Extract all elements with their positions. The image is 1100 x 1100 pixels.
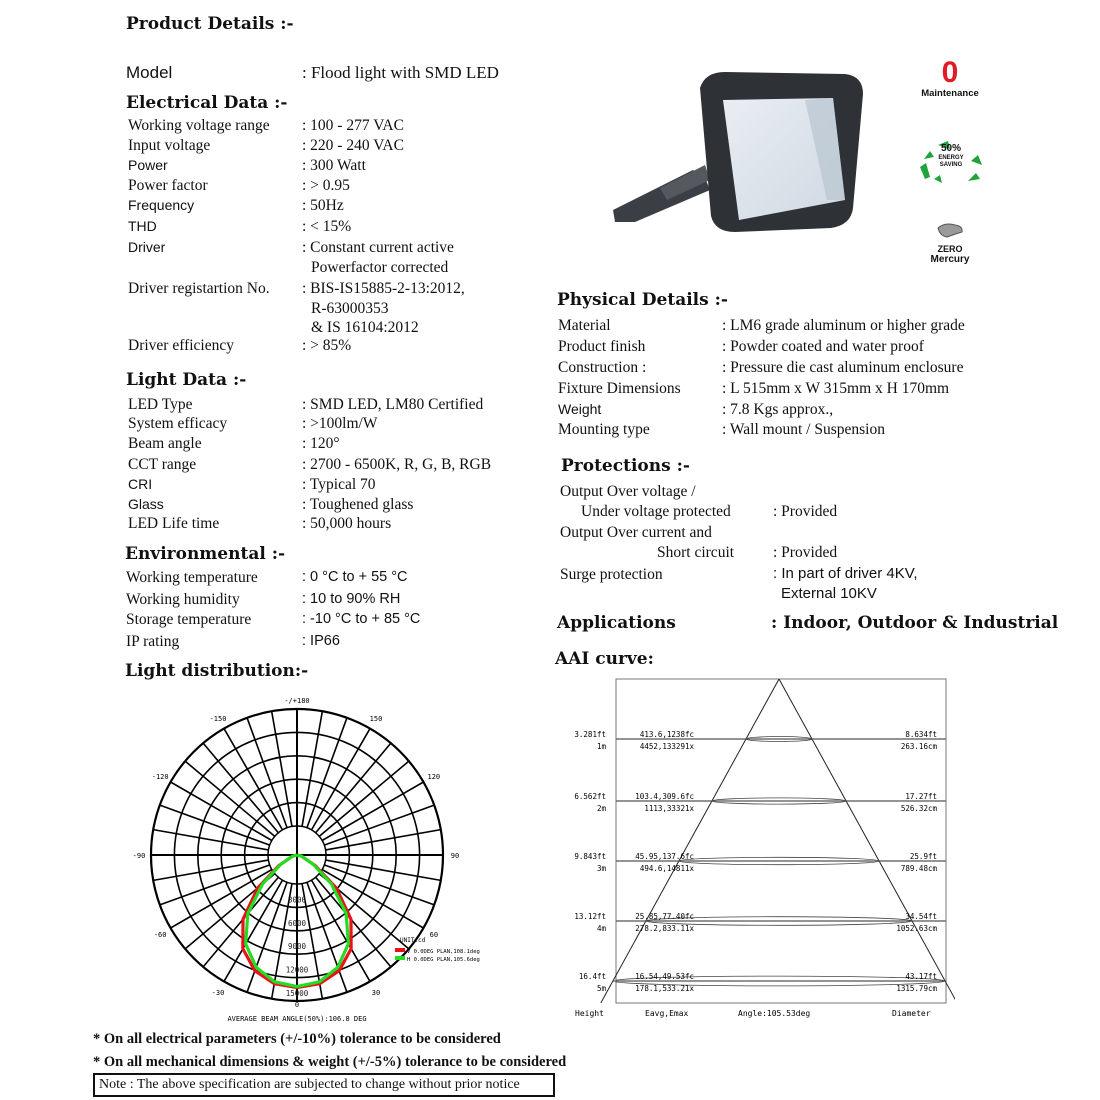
protection-row-1-label1: Output Over voltage /	[560, 483, 696, 500]
legend-swatch-v	[395, 948, 405, 952]
flood-light-image	[605, 60, 870, 235]
model-value: : Flood light with SMD LED	[302, 63, 499, 82]
spec-value: : Constant current active	[302, 239, 454, 256]
energy-line1: ENERGY	[938, 155, 964, 161]
spec-label: Driver	[128, 239, 166, 255]
electrical-title: Electrical Data :-	[126, 93, 288, 113]
aai-cone	[601, 679, 955, 1003]
spec-label: Beam angle	[128, 435, 202, 452]
protection-row-1-value: : Provided	[773, 503, 838, 520]
spec-value: : Toughened glass	[302, 496, 414, 513]
aai-rows	[574, 730, 946, 993]
protection-row-1-label2: Under voltage protected	[581, 503, 731, 520]
aai-diameter-cm: 1052.63cm	[896, 924, 937, 933]
mercury-line2: Mercury	[930, 254, 970, 265]
polar-spoke	[272, 711, 292, 826]
polar-spoke	[326, 860, 441, 880]
polar-angle-label: -90	[132, 852, 146, 860]
polar-angle-label: 60	[429, 931, 439, 939]
energy-saving-badge	[916, 141, 986, 187]
polar-angle-label: -120	[151, 773, 169, 781]
spec-label: Product finish	[558, 338, 646, 355]
legend-label-h: H 0.0DEG PLAN,105.6deg	[407, 957, 480, 963]
aai-diameter-cm: 1315.79cm	[896, 984, 937, 993]
spec-label: Construction :	[558, 359, 647, 376]
spec-value: : > 0.95	[302, 177, 350, 194]
legend-unit: UNIT:cd	[400, 937, 426, 944]
light-distribution-title: Light distribution:-	[125, 661, 309, 681]
maintenance-number: 0	[941, 56, 959, 89]
spec-label: CCT range	[128, 456, 197, 473]
spec-value: & IS 16104:2012	[311, 319, 419, 336]
aai-diameter-ft: 43.17ft	[905, 972, 937, 981]
aai-height-ft: 6.562ft	[574, 792, 606, 801]
protection-row-2-value: : Provided	[773, 544, 838, 561]
spec-label: Working temperature	[126, 569, 258, 586]
spec-value: : SMD LED, LM80 Certified	[302, 396, 484, 413]
spec-value: : Pressure die cast aluminum enclosure	[722, 359, 964, 376]
model-label: Model	[126, 63, 173, 82]
spec-label: Mounting type	[558, 421, 650, 438]
spec-label: Power factor	[128, 177, 208, 194]
aai-chart	[555, 675, 955, 1025]
polar-footer: AVERAGE BEAM ANGLE(50%):106.8 DEG	[227, 1015, 367, 1023]
spec-label: Storage temperature	[126, 611, 252, 628]
spec-label: Power	[128, 157, 168, 173]
spec-value: : 10 to 90% RH	[302, 591, 401, 607]
protections-title: Protections :-	[561, 456, 690, 476]
zero-mercury-badge	[905, 222, 995, 265]
spec-value: : 50Hz	[302, 197, 344, 214]
spec-value: : 50,000 hours	[302, 515, 392, 532]
polar-radial-label: 9000	[287, 942, 307, 952]
aai-col-height: Height	[575, 1009, 604, 1018]
aai-height-m: 4m	[596, 924, 606, 933]
energy-line2: SAVING	[939, 162, 963, 168]
spec-label: Driver registartion No.	[128, 280, 270, 297]
aai-frame	[616, 679, 946, 1003]
aai-diameter-ft: 34.54ft	[905, 912, 937, 921]
aai-eavg-lx: 4452,133291x	[639, 742, 694, 751]
aai-title: AAI curve:	[555, 649, 654, 669]
aai-col-eavg: Eavg,Emax	[645, 1009, 689, 1018]
polar-spoke	[153, 860, 268, 880]
polar-radial-label: 12000	[285, 965, 309, 975]
applications-label: Applications	[557, 613, 676, 633]
spec-value: : 120°	[302, 435, 340, 452]
spec-label: Material	[558, 317, 611, 334]
aai-diameter-cm: 263.16cm	[900, 742, 937, 751]
aai-eavg-fc: 45.95,137.6fc	[635, 852, 694, 861]
spec-label: Working voltage range	[128, 117, 270, 134]
polar-angle-label: -60	[153, 931, 167, 939]
spec-value: : L 515mm x W 315mm x H 170mm	[722, 380, 950, 397]
aai-height-m: 3m	[596, 864, 606, 873]
legend-swatch-h	[395, 956, 405, 960]
polar-angle-label: 120	[427, 773, 441, 781]
environmental-title: Environmental :-	[125, 544, 286, 564]
polar-radial-label: 3000	[287, 895, 307, 905]
light-data-title: Light Data :-	[126, 370, 247, 390]
aai-col-diameter: Diameter	[892, 1009, 931, 1018]
polar-angle-label: 0	[294, 1001, 300, 1009]
spec-label: Working humidity	[126, 591, 240, 608]
spec-value: R-63000353	[311, 300, 389, 317]
spec-value: : > 85%	[302, 337, 352, 354]
spec-value: : LM6 grade aluminum or higher grade	[722, 317, 965, 334]
spec-value: : -10 °C to + 85 °C	[302, 611, 421, 627]
protection-row-3-value2: External 10KV	[781, 585, 877, 602]
polar-legend	[395, 937, 480, 963]
spec-label: LED Life time	[128, 515, 220, 532]
spec-value: Powerfactor corrected	[311, 259, 449, 276]
aai-eavg-fc: 103.4,309.6fc	[635, 792, 694, 801]
aai-eavg-lx: 178.1,533.21x	[635, 984, 694, 993]
spec-value: : < 15%	[302, 218, 352, 235]
aai-eavg-lx: 278.2,833.11x	[635, 924, 694, 933]
aai-height-ft: 13.12ft	[574, 912, 606, 921]
aai-eavg-fc: 25.85,77.40fc	[635, 912, 694, 921]
protection-row-3-label: Surge protection	[560, 566, 663, 583]
polar-spoke	[326, 830, 441, 850]
spec-label: Driver efficiency	[128, 337, 235, 354]
spec-value: : 2700 - 6500K, R, G, B, RGB	[302, 456, 492, 473]
aai-height-m: 2m	[596, 804, 606, 813]
legend-label-v: V 0.0DEG PLAN,108.1deg	[407, 949, 480, 955]
aai-height-ft: 16.4ft	[578, 972, 606, 981]
mercury-line1: ZERO	[937, 244, 963, 254]
polar-angle-label: -150	[209, 715, 227, 724]
spec-value: : BIS-IS15885-2-13:2012,	[302, 280, 465, 297]
aai-eavg-fc: 413.6,1238fc	[639, 730, 694, 739]
aai-height-ft: 3.281ft	[574, 730, 606, 739]
spec-value: : Wall mount / Suspension	[722, 421, 885, 438]
protection-row-2-label2: Short circuit	[657, 544, 735, 561]
aai-eavg-lx: 494.6,14811x	[639, 864, 694, 873]
footer-note-box: Note : The above specification are subjected to change without prior notice	[93, 1073, 555, 1097]
spec-label: Weight	[558, 401, 602, 417]
polar-angle-label: -/+180	[284, 697, 310, 705]
spec-value: : 0 °C to + 55 °C	[302, 569, 408, 585]
aai-eavg-lx: 1113,33321x	[644, 804, 694, 813]
aai-eavg-fc: 16.54,49.53fc	[635, 972, 694, 981]
polar-spoke	[302, 711, 322, 826]
product-details-title: Product Details :-	[126, 14, 294, 34]
protection-row-3-value: : In part of driver 4KV,	[773, 565, 918, 582]
footer-note-electrical: * On all electrical parameters (+/-10%) tolerance to be considered	[93, 1031, 501, 1047]
aai-height-m: 1m	[596, 742, 606, 751]
spec-label: LED Type	[128, 396, 193, 413]
spec-label: Fixture Dimensions	[558, 380, 681, 397]
spec-label: CRI	[128, 476, 153, 492]
spec-value: : IP66	[302, 633, 340, 649]
protection-row-2-label1: Output Over current and	[560, 524, 712, 541]
aai-diameter-cm: 526.32cm	[900, 804, 937, 813]
spec-value: : Typical 70	[302, 476, 376, 493]
aai-height-ft: 9.843ft	[574, 852, 606, 861]
spec-label: THD	[128, 218, 157, 234]
spec-label: System efficacy	[128, 415, 228, 432]
spec-label: IP rating	[126, 633, 180, 650]
maintenance-label: Maintenance	[921, 88, 979, 99]
spec-value: : Powder coated and water proof	[722, 338, 924, 355]
polar-radial-label: 6000	[287, 918, 307, 928]
spec-label: Frequency	[128, 197, 195, 213]
aai-cone-edge	[779, 679, 955, 1003]
polar-angle-label: 30	[371, 988, 381, 997]
polar-chart	[120, 685, 480, 1030]
spec-label: Glass	[128, 496, 164, 512]
spec-value: : >100lm/W	[302, 415, 378, 432]
aai-height-m: 5m	[596, 984, 606, 993]
footer-note-mechanical: * On all mechanical dimensions & weight (+/-5%) tolerance to be considered	[93, 1054, 567, 1070]
aai-diameter-ft: 25.9ft	[909, 852, 937, 861]
aai-col-angle: Angle:105.53deg	[738, 1009, 811, 1018]
polar-angle-label: 150	[369, 715, 383, 724]
polar-angle-label: 90	[450, 852, 460, 860]
spec-label: Input voltage	[128, 137, 211, 154]
spec-value: : 220 - 240 VAC	[302, 137, 404, 154]
applications-value: : Indoor, Outdoor & Industrial	[771, 613, 1059, 633]
polar-spoke	[153, 830, 268, 850]
energy-pct: 50%	[940, 143, 961, 154]
aai-diameter-ft: 8.634ft	[905, 730, 937, 739]
aai-cone-edge	[601, 679, 779, 1003]
physical-title: Physical Details :-	[557, 290, 728, 310]
zero-maintenance-badge	[905, 58, 995, 99]
spec-value: : 300 Watt	[302, 157, 366, 174]
aai-diameter-ft: 17.27ft	[905, 792, 937, 801]
spec-value: : 7.8 Kgs approx.,	[722, 401, 834, 418]
spec-value: : 100 - 277 VAC	[302, 117, 404, 134]
polar-angle-label: -30	[211, 988, 225, 997]
aai-diameter-cm: 789.48cm	[900, 864, 937, 873]
mercury-drop-icon	[935, 222, 965, 240]
polar-radial-label: 15000	[285, 989, 309, 998]
